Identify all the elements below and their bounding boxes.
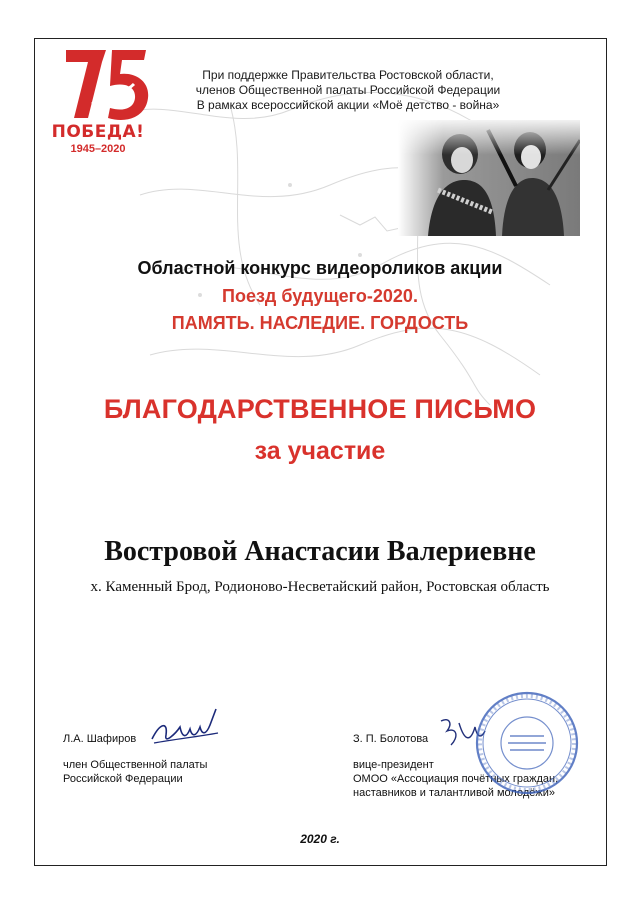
victory-75-logo: [48, 44, 148, 162]
support-line: членов Общественной палаты Российской Федерации: [195, 83, 501, 97]
left-signature: [146, 703, 226, 753]
logo-75-numeral: [62, 44, 152, 124]
contest-title: Областной конкурс видеороликов акции: [137, 258, 503, 278]
logo-years: 1945–2020: [70, 143, 126, 155]
support-line: При поддержке Правительства Ростовской области,: [202, 68, 494, 82]
document-year: 2020 г.: [300, 832, 340, 846]
support-line: В рамках всероссийской акции «Моё детство - война»: [196, 98, 500, 112]
role-line: ОМОО «Ассоциация почётных граждан,: [353, 773, 559, 785]
role-line: наставников и талантливой молодёжи»: [353, 787, 555, 799]
left-signatory-role: [63, 758, 207, 786]
left-signatory-name: Л.А. Шафиров: [63, 733, 137, 745]
role-line: член Общественной палаты: [63, 759, 208, 771]
official-stamp: [472, 688, 582, 798]
support-text: [188, 68, 508, 113]
letter-subtitle: за участие: [254, 437, 386, 465]
contest-motto: ПАМЯТЬ. НАСЛЕДИЕ. ГОРДОСТЬ: [171, 313, 469, 333]
letter-title: БЛАГОДАРСТВЕННОЕ ПИСЬМО: [103, 394, 537, 424]
contest-subtitle: Поезд будущего-2020.: [222, 286, 418, 306]
recipient-name: Востровой Анастасии Валериевне: [104, 536, 536, 567]
logo-word: ПОБЕДА!: [51, 122, 145, 142]
recipient-location: х. Каменный Брод, Родионово-Несветайский район, Ростовская область: [90, 579, 550, 595]
role-line: вице-президент: [353, 759, 434, 771]
historical-photo: [398, 120, 580, 236]
role-line: Российской Федерации: [63, 773, 183, 785]
right-signatory-name: З. П. Болотова: [353, 733, 429, 745]
